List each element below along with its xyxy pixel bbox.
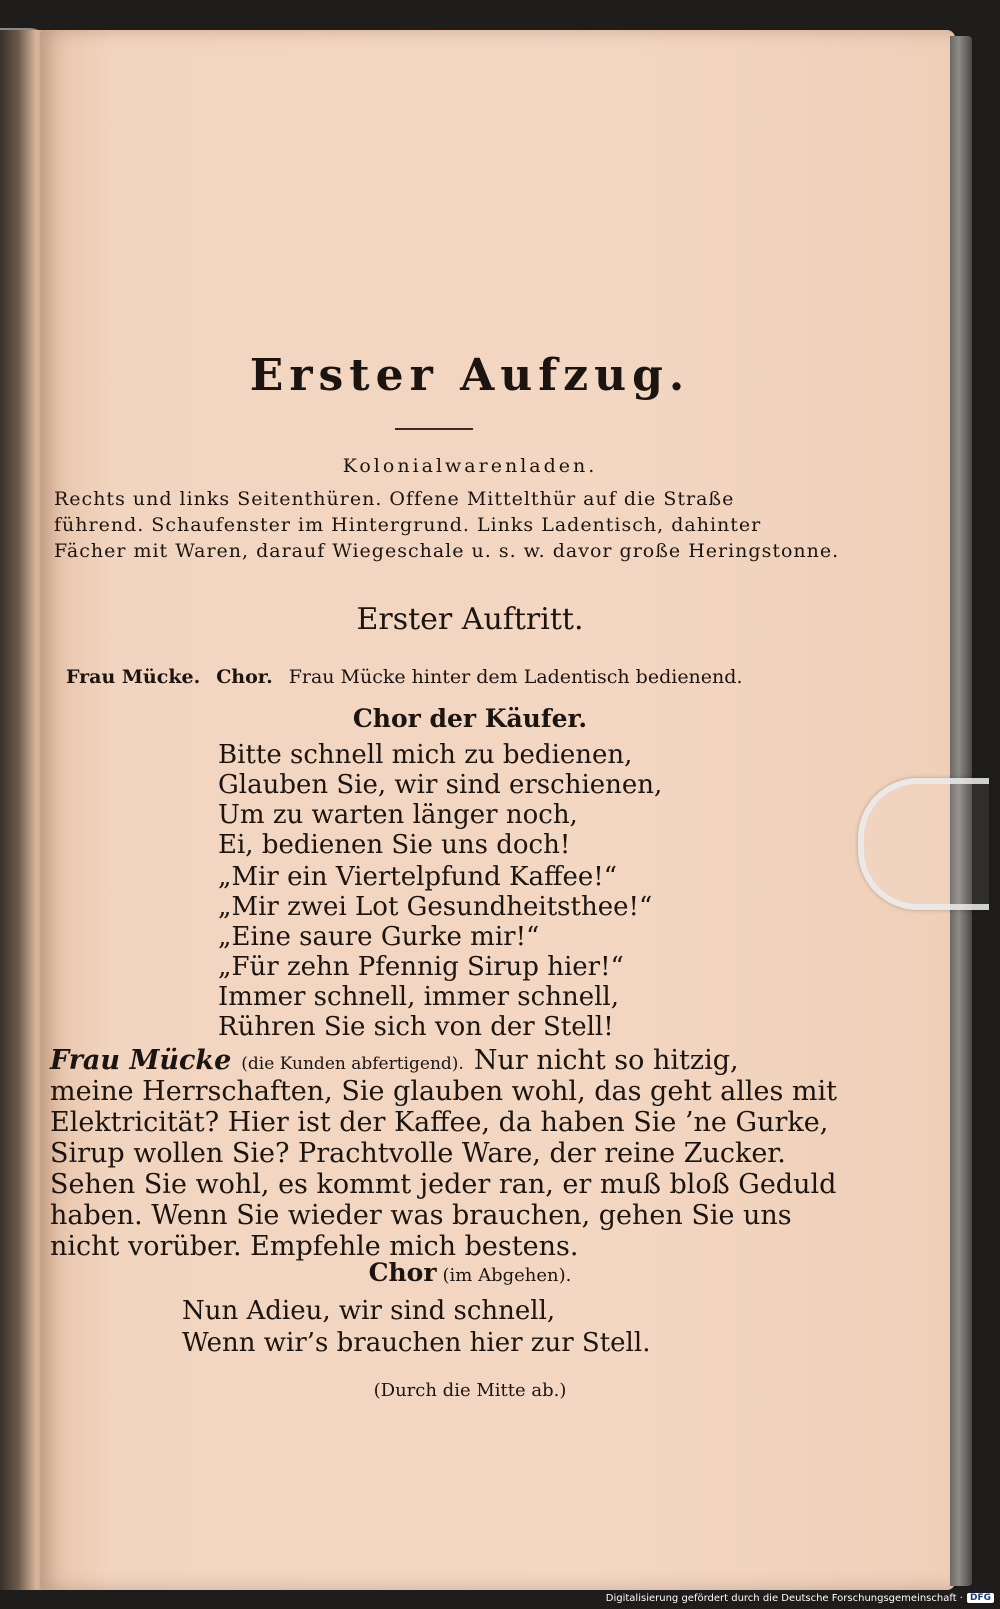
verse-line: „Eine saure Gurke mir!“ [218, 922, 540, 952]
verse-line: Ei, bedienen Sie uns doch! [218, 830, 571, 860]
chorus-exit-heading [40, 1258, 900, 1287]
speech-line: Elektricität? Hier ist der Kaffee, da haben Sie ’ne Gurke, [50, 1107, 829, 1138]
chorus-heading: Chor der Käufer. [352, 704, 588, 733]
chorus-direction: (im Abgehen). [442, 1265, 572, 1286]
stage-direction-line: führend. Schaufenster im Hintergrund. Links Ladentisch, dahinter [54, 514, 762, 536]
title-divider [395, 428, 473, 430]
persons-line [66, 666, 742, 688]
speech-line: meine Herrschaften, Sie glauben wohl, das geht alles mit [50, 1076, 838, 1107]
person-name: Chor. [216, 666, 273, 688]
setting-line: Kolonialwarenladen. [342, 455, 598, 477]
verse-line: „Mir ein Viertelpfund Kaffee!“ [218, 862, 617, 892]
speech-line: haben. Wenn Sie wieder was brauchen, gehen Sie uns [50, 1200, 792, 1231]
verse-line: „Mir zwei Lot Gesundheitsthee!“ [218, 892, 653, 922]
verse-line: Glauben Sie, wir sind erschienen, [218, 770, 663, 800]
speech-line: Sirup wollen Sie? Prachtvolle Ware, der reine Zucker. [50, 1138, 786, 1169]
page-content [40, 30, 955, 1590]
verse-line: Rühren Sie sich von der Stell! [218, 1012, 614, 1042]
verse-line: Bitte schnell mich zu bedienen, [218, 740, 633, 770]
stage-direction-line: Rechts und links Seitenthüren. Offene Mittelthür auf die Straße [54, 488, 735, 510]
digitization-footer [606, 1589, 994, 1607]
stage-direction-line: Fächer mit Waren, darauf Wiegeschale u. s. w. davor große Heringstonne. [54, 540, 840, 562]
person-name: Frau Mücke. [66, 666, 201, 688]
speech-line: Sehen Sie wohl, es kommt jeder ran, er muß bloß Geduld [50, 1169, 837, 1200]
footer-text: Digitalisierung gefördert durch die Deutsche Forschungsgemeinschaft · [605, 1592, 963, 1604]
verse-line: Wenn wir’s brauchen hier zur Stell. [182, 1328, 651, 1358]
act-title: Erster Aufzug. [249, 350, 691, 401]
speaker-direction: (die Kunden abfertigend). [241, 1054, 464, 1074]
speaker-name: Frau Mücke [50, 1045, 232, 1076]
verse-line: Nun Adieu, wir sind schnell, [182, 1296, 556, 1326]
verse-line: Um zu warten länger noch, [218, 800, 578, 830]
dfg-logo-icon: DFG [967, 1593, 994, 1603]
verse-line: Immer schnell, immer schnell, [218, 982, 619, 1012]
speech-line: Nur nicht so hitzig, [473, 1045, 739, 1076]
speech-line: nicht vorüber. Empfehle mich bestens. [50, 1231, 579, 1262]
page-clip [858, 778, 989, 910]
exit-direction: (Durch die Mitte ab.) [373, 1380, 567, 1401]
scene-title: Erster Auftritt. [356, 602, 584, 637]
speech-first-line [50, 1045, 830, 1076]
verse-line: „Für zehn Pfennig Sirup hier!“ [218, 952, 624, 982]
chorus-name: Chor [368, 1258, 437, 1287]
persons-note: Frau Mücke hinter dem Ladentisch bedienend. [288, 666, 743, 688]
